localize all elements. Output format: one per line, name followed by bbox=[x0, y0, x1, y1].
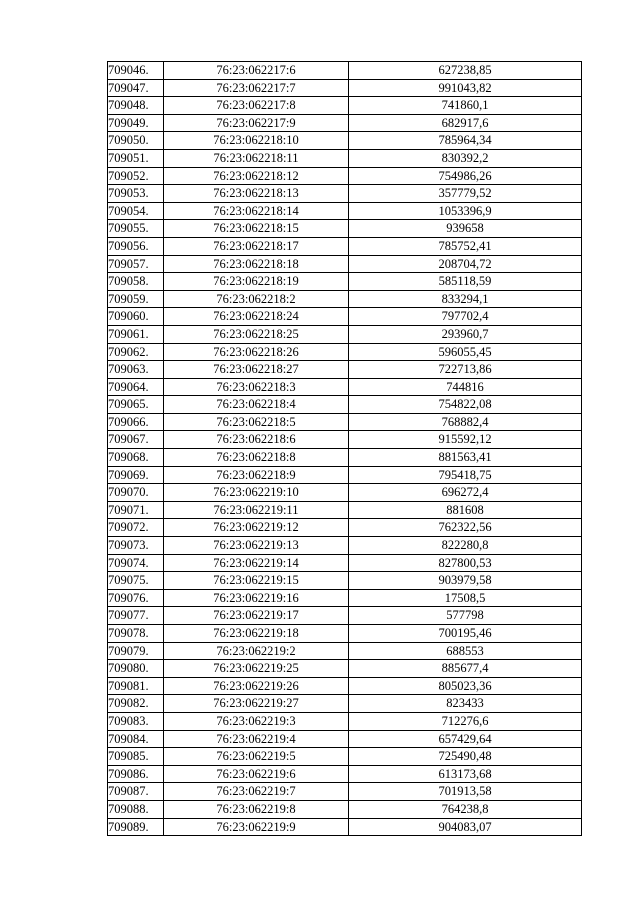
cadastral-value-cell: 768882,4 bbox=[349, 413, 582, 431]
table-row bbox=[108, 132, 582, 150]
cadastral-value-cell: 744816 bbox=[349, 378, 582, 396]
cadastral-value-cell: 903979,58 bbox=[349, 572, 582, 590]
cadastral-number-cell: 76:23:062218:9 bbox=[164, 466, 349, 484]
cadastral-number-cell: 76:23:062218:19 bbox=[164, 273, 349, 291]
row-number-cell: 709072. bbox=[108, 519, 164, 537]
row-number-cell: 709052. bbox=[108, 167, 164, 185]
row-number-cell: 709059. bbox=[108, 290, 164, 308]
table-body bbox=[108, 62, 582, 836]
table-row bbox=[108, 325, 582, 343]
row-number-cell: 709075. bbox=[108, 572, 164, 590]
row-number-cell: 709078. bbox=[108, 625, 164, 643]
cadastral-value-cell: 613173,68 bbox=[349, 765, 582, 783]
cadastral-number-cell: 76:23:062219:9 bbox=[164, 818, 349, 836]
cadastral-number-cell: 76:23:062219:15 bbox=[164, 572, 349, 590]
table-row bbox=[108, 62, 582, 80]
table-row bbox=[108, 466, 582, 484]
cadastral-value-cell: 627238,85 bbox=[349, 62, 582, 80]
table-row bbox=[108, 501, 582, 519]
table-row bbox=[108, 537, 582, 555]
cadastral-value-cell: 293960,7 bbox=[349, 325, 582, 343]
table-row bbox=[108, 431, 582, 449]
row-number-cell: 709065. bbox=[108, 396, 164, 414]
row-number-cell: 709073. bbox=[108, 537, 164, 555]
cadastral-value-cell: 712276,6 bbox=[349, 712, 582, 730]
row-number-cell: 709082. bbox=[108, 695, 164, 713]
cadastral-number-cell: 76:23:062219:13 bbox=[164, 537, 349, 555]
cadastral-value-cell: 830392,2 bbox=[349, 149, 582, 167]
row-number-cell: 709088. bbox=[108, 800, 164, 818]
row-number-cell: 709051. bbox=[108, 149, 164, 167]
cadastral-number-cell: 76:23:062219:16 bbox=[164, 589, 349, 607]
cadastral-number-cell: 76:23:062219:8 bbox=[164, 800, 349, 818]
cadastral-value-cell: 881608 bbox=[349, 501, 582, 519]
table-row bbox=[108, 730, 582, 748]
cadastral-value-cell: 17508,5 bbox=[349, 589, 582, 607]
cadastral-number-cell: 76:23:062218:17 bbox=[164, 237, 349, 255]
cadastral-value-cell: 991043,82 bbox=[349, 79, 582, 97]
cadastral-number-cell: 76:23:062219:3 bbox=[164, 712, 349, 730]
cadastral-value-cell: 585118,59 bbox=[349, 273, 582, 291]
row-number-cell: 709070. bbox=[108, 484, 164, 502]
row-number-cell: 709055. bbox=[108, 220, 164, 238]
table-row bbox=[108, 572, 582, 590]
cadastral-value-cell: 785964,34 bbox=[349, 132, 582, 150]
cadastral-value-cell: 357779,52 bbox=[349, 185, 582, 203]
row-number-cell: 709066. bbox=[108, 413, 164, 431]
cadastral-number-cell: 76:23:062218:27 bbox=[164, 361, 349, 379]
table-row bbox=[108, 396, 582, 414]
cadastral-number-cell: 76:23:062219:18 bbox=[164, 625, 349, 643]
row-number-cell: 709086. bbox=[108, 765, 164, 783]
cadastral-value-cell: 939658 bbox=[349, 220, 582, 238]
row-number-cell: 709076. bbox=[108, 589, 164, 607]
cadastral-value-cell: 762322,56 bbox=[349, 519, 582, 537]
row-number-cell: 709063. bbox=[108, 361, 164, 379]
row-number-cell: 709081. bbox=[108, 677, 164, 695]
cadastral-value-cell: 596055,45 bbox=[349, 343, 582, 361]
cadastral-value-cell: 700195,46 bbox=[349, 625, 582, 643]
cadastral-value-cell: 827800,53 bbox=[349, 554, 582, 572]
cadastral-value-cell: 722713,86 bbox=[349, 361, 582, 379]
cadastral-number-cell: 76:23:062218:2 bbox=[164, 290, 349, 308]
cadastral-number-cell: 76:23:062219:4 bbox=[164, 730, 349, 748]
row-number-cell: 709068. bbox=[108, 449, 164, 467]
row-number-cell: 709089. bbox=[108, 818, 164, 836]
row-number-cell: 709050. bbox=[108, 132, 164, 150]
cadastral-number-cell: 76:23:062219:5 bbox=[164, 748, 349, 766]
cadastral-number-cell: 76:23:062219:2 bbox=[164, 642, 349, 660]
cadastral-value-cell: 795418,75 bbox=[349, 466, 582, 484]
cadastral-value-cell: 754822,08 bbox=[349, 396, 582, 414]
cadastral-number-cell: 76:23:062219:11 bbox=[164, 501, 349, 519]
table-row bbox=[108, 220, 582, 238]
table-row bbox=[108, 519, 582, 537]
table-row bbox=[108, 413, 582, 431]
table-row bbox=[108, 449, 582, 467]
cadastral-number-cell: 76:23:062218:15 bbox=[164, 220, 349, 238]
table-row bbox=[108, 167, 582, 185]
cadastral-number-cell: 76:23:062219:14 bbox=[164, 554, 349, 572]
table-row bbox=[108, 554, 582, 572]
table-row bbox=[108, 642, 582, 660]
cadastral-value-cell: 577798 bbox=[349, 607, 582, 625]
cadastral-number-cell: 76:23:062219:26 bbox=[164, 677, 349, 695]
cadastral-value-cell: 797702,4 bbox=[349, 308, 582, 326]
row-number-cell: 709084. bbox=[108, 730, 164, 748]
table-row bbox=[108, 378, 582, 396]
row-number-cell: 709080. bbox=[108, 660, 164, 678]
cadastral-number-cell: 76:23:062219:25 bbox=[164, 660, 349, 678]
table-row bbox=[108, 748, 582, 766]
cadastral-value-cell: 208704,72 bbox=[349, 255, 582, 273]
cadastral-value-cell: 885677,4 bbox=[349, 660, 582, 678]
cadastral-number-cell: 76:23:062218:4 bbox=[164, 396, 349, 414]
cadastral-value-cell: 915592,12 bbox=[349, 431, 582, 449]
cadastral-number-cell: 76:23:062218:8 bbox=[164, 449, 349, 467]
row-number-cell: 709061. bbox=[108, 325, 164, 343]
table-row bbox=[108, 765, 582, 783]
table-row bbox=[108, 712, 582, 730]
cadastral-value-cell: 822280,8 bbox=[349, 537, 582, 555]
row-number-cell: 709057. bbox=[108, 255, 164, 273]
cadastral-number-cell: 76:23:062218:6 bbox=[164, 431, 349, 449]
cadastral-number-cell: 76:23:062217:6 bbox=[164, 62, 349, 80]
cadastral-value-table bbox=[107, 61, 582, 836]
table-row bbox=[108, 589, 582, 607]
cadastral-number-cell: 76:23:062219:12 bbox=[164, 519, 349, 537]
table-row bbox=[108, 361, 582, 379]
table-row bbox=[108, 677, 582, 695]
row-number-cell: 709077. bbox=[108, 607, 164, 625]
cadastral-number-cell: 76:23:062219:17 bbox=[164, 607, 349, 625]
row-number-cell: 709060. bbox=[108, 308, 164, 326]
cadastral-number-cell: 76:23:062218:5 bbox=[164, 413, 349, 431]
cadastral-value-cell: 754986,26 bbox=[349, 167, 582, 185]
table-row bbox=[108, 97, 582, 115]
cadastral-value-cell: 741860,1 bbox=[349, 97, 582, 115]
table-row bbox=[108, 149, 582, 167]
table-row bbox=[108, 818, 582, 836]
table-row bbox=[108, 484, 582, 502]
cadastral-value-cell: 904083,07 bbox=[349, 818, 582, 836]
cadastral-value-cell: 881563,41 bbox=[349, 449, 582, 467]
cadastral-number-cell: 76:23:062218:12 bbox=[164, 167, 349, 185]
row-number-cell: 709064. bbox=[108, 378, 164, 396]
table-row bbox=[108, 695, 582, 713]
row-number-cell: 709071. bbox=[108, 501, 164, 519]
row-number-cell: 709048. bbox=[108, 97, 164, 115]
table-row bbox=[108, 290, 582, 308]
cadastral-value-cell: 805023,36 bbox=[349, 677, 582, 695]
cadastral-value-cell: 657429,64 bbox=[349, 730, 582, 748]
row-number-cell: 709074. bbox=[108, 554, 164, 572]
cadastral-number-cell: 76:23:062219:27 bbox=[164, 695, 349, 713]
cadastral-number-cell: 76:23:062218:11 bbox=[164, 149, 349, 167]
row-number-cell: 709083. bbox=[108, 712, 164, 730]
cadastral-number-cell: 76:23:062217:7 bbox=[164, 79, 349, 97]
table-row bbox=[108, 79, 582, 97]
row-number-cell: 709058. bbox=[108, 273, 164, 291]
table-row bbox=[108, 607, 582, 625]
cadastral-number-cell: 76:23:062217:9 bbox=[164, 114, 349, 132]
table-row bbox=[108, 308, 582, 326]
cadastral-value-cell: 696272,4 bbox=[349, 484, 582, 502]
row-number-cell: 709047. bbox=[108, 79, 164, 97]
row-number-cell: 709067. bbox=[108, 431, 164, 449]
cadastral-number-cell: 76:23:062219:7 bbox=[164, 783, 349, 801]
cadastral-number-cell: 76:23:062219:6 bbox=[164, 765, 349, 783]
cadastral-number-cell: 76:23:062218:18 bbox=[164, 255, 349, 273]
table-row bbox=[108, 625, 582, 643]
cadastral-value-cell: 1053396,9 bbox=[349, 202, 582, 220]
cadastral-number-cell: 76:23:062218:24 bbox=[164, 308, 349, 326]
cadastral-number-cell: 76:23:062218:26 bbox=[164, 343, 349, 361]
row-number-cell: 709079. bbox=[108, 642, 164, 660]
table-row bbox=[108, 114, 582, 132]
cadastral-number-cell: 76:23:062217:8 bbox=[164, 97, 349, 115]
table-row bbox=[108, 255, 582, 273]
table-row bbox=[108, 800, 582, 818]
row-number-cell: 709085. bbox=[108, 748, 164, 766]
cadastral-number-cell: 76:23:062218:13 bbox=[164, 185, 349, 203]
cadastral-value-cell: 682917,6 bbox=[349, 114, 582, 132]
cadastral-value-cell: 688553 bbox=[349, 642, 582, 660]
cadastral-value-cell: 701913,58 bbox=[349, 783, 582, 801]
cadastral-value-cell: 785752,41 bbox=[349, 237, 582, 255]
row-number-cell: 709054. bbox=[108, 202, 164, 220]
row-number-cell: 709087. bbox=[108, 783, 164, 801]
row-number-cell: 709056. bbox=[108, 237, 164, 255]
row-number-cell: 709049. bbox=[108, 114, 164, 132]
row-number-cell: 709053. bbox=[108, 185, 164, 203]
row-number-cell: 709069. bbox=[108, 466, 164, 484]
cadastral-number-cell: 76:23:062219:10 bbox=[164, 484, 349, 502]
row-number-cell: 709046. bbox=[108, 62, 164, 80]
table-row bbox=[108, 202, 582, 220]
table-row bbox=[108, 660, 582, 678]
cadastral-number-cell: 76:23:062218:14 bbox=[164, 202, 349, 220]
cadastral-value-cell: 823433 bbox=[349, 695, 582, 713]
cadastral-value-cell: 833294,1 bbox=[349, 290, 582, 308]
table-row bbox=[108, 273, 582, 291]
table-row bbox=[108, 783, 582, 801]
cadastral-number-cell: 76:23:062218:3 bbox=[164, 378, 349, 396]
cadastral-value-cell: 725490,48 bbox=[349, 748, 582, 766]
cadastral-number-cell: 76:23:062218:25 bbox=[164, 325, 349, 343]
table-row bbox=[108, 343, 582, 361]
table-row bbox=[108, 185, 582, 203]
row-number-cell: 709062. bbox=[108, 343, 164, 361]
table-row bbox=[108, 237, 582, 255]
cadastral-number-cell: 76:23:062218:10 bbox=[164, 132, 349, 150]
cadastral-value-cell: 764238,8 bbox=[349, 800, 582, 818]
